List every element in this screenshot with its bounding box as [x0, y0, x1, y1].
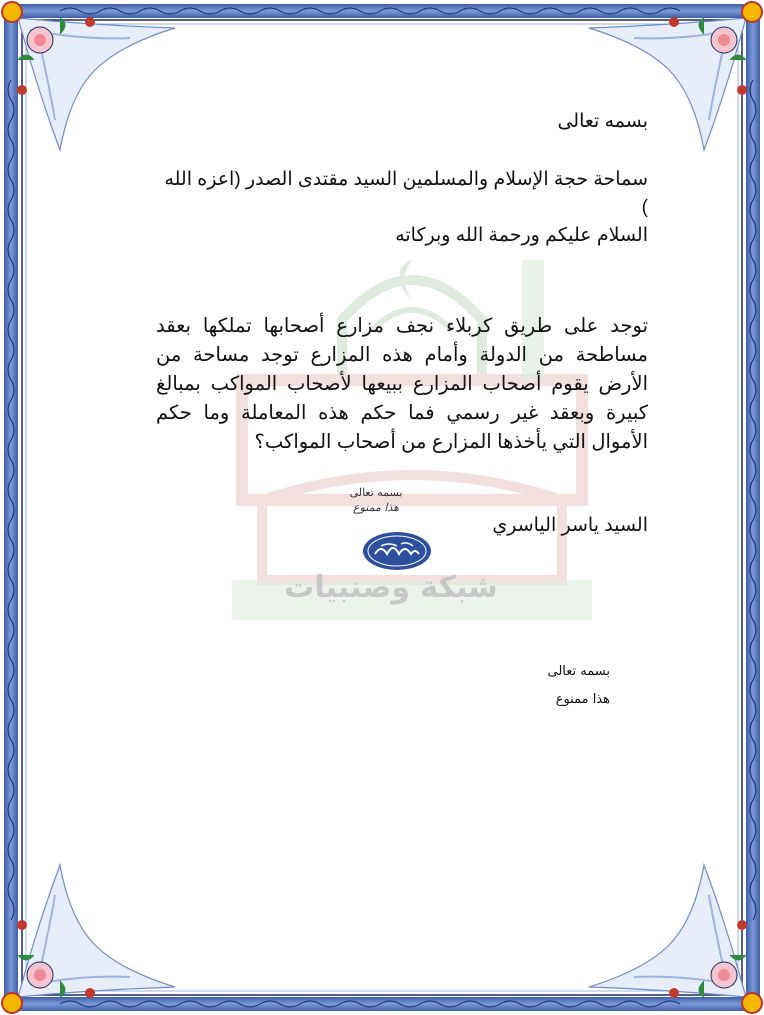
addressee-line: سماحة حجة الإسلام والمسلمين السيد مقتدى الصدر (اعزه الله ) [164, 169, 648, 218]
handwritten-reply [326, 486, 426, 514]
handwritten-basmala: بسمه تعالى [349, 486, 403, 499]
watermark-text: شبكة وصنبيات [284, 570, 498, 605]
greeting-line: السلام عليكم ورحمة الله وبركاته [395, 225, 648, 246]
reply-answer: هذا ممنوع [555, 692, 610, 707]
handwritten-answer: هذا ممنوع [353, 501, 399, 514]
reply-basmala: بسمه تعالى [547, 664, 610, 679]
signature-name: السيد ياسر الياسري [492, 515, 648, 536]
basmala-heading: بسمه تعالى [557, 111, 648, 132]
seal-stamp [361, 530, 433, 572]
addressee-block [158, 166, 648, 250]
question-paragraph: توجد على طريق كربلاء نجف مزارع أصحابها تملكها بعقد مساطحة من الدولة وأمام هذه المزارع توجد مساحة من الأرض يقوم أصحاب المزارع ببيعها لأصحاب المواكب بمبالغ كبيرة وبعقد غير رسمي فما حكم هذه المعاملة وما حكم الأموال التي يأخذها المزارع من أصحاب المواكب؟ [156, 315, 648, 453]
